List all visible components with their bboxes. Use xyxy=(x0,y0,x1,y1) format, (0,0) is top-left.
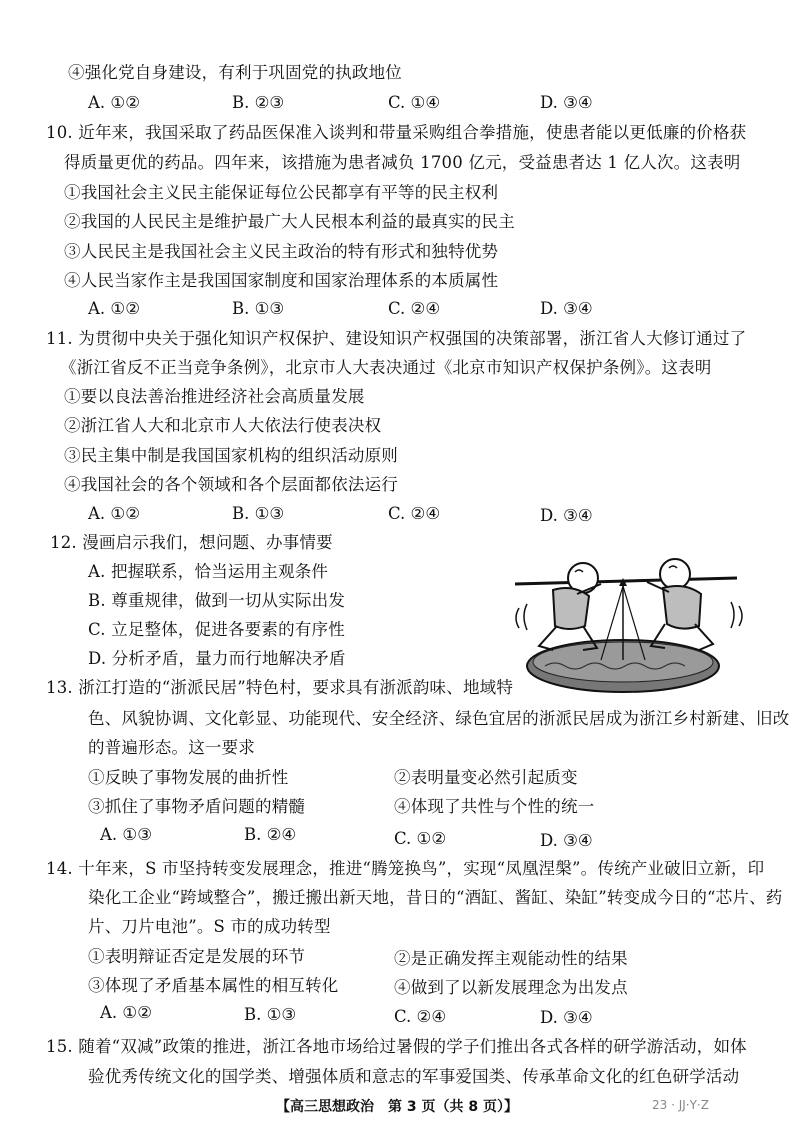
q13-item-3: ③抓住了事物矛盾问题的精髓 xyxy=(88,797,306,816)
q14-stem-line-3: 片、刀片电池”。S 市的成功转型 xyxy=(88,917,331,936)
q12-option-a: A. 把握联系，恰当运用主观条件 xyxy=(88,562,329,581)
q13-stem-line-1: 13. 浙江打造的“浙派民居”特色村，要求具有浙派韵味、地域特 xyxy=(46,678,514,697)
q14-item-3: ③体现了矛盾基本属性的相互转化 xyxy=(88,976,339,995)
q11-option-a: A. ①② xyxy=(88,504,140,523)
q11-item-2: ②浙江省人大和北京市人大依法行使表决权 xyxy=(64,416,382,435)
q13-item-1: ①反映了事物发展的曲折性 xyxy=(88,768,289,787)
q12-stem: 12. 漫画启示我们，想问题、办事情要 xyxy=(50,533,333,552)
q14-item-4: ④做到了以新发展理念为出发点 xyxy=(394,978,628,997)
q10-item-1: ①我国社会主义民主能保证每位公民都享有平等的民主权利 xyxy=(64,183,499,202)
q12-option-c: C. 立足整体，促进各要素的有序性 xyxy=(88,620,345,639)
q11-stem-line-1: 11. 为贯彻中央关于强化知识产权保护、建设知识产权强国的决策部署，浙江省人大修订通过了 xyxy=(46,329,747,348)
q14-stem-line-1: 14. 十年来，S 市坚持转变发展理念，推进“腾笼换鸟”，实现“凤凰涅槃”。传统产业破旧立新，印 xyxy=(46,859,765,878)
q15-stem-line-2: 验优秀传统文化的国学类、增强体质和意志的军事爱国类、传承革命文化的红色研学活动 xyxy=(88,1067,740,1086)
q10-item-3: ③人民民主是我国社会主义民主政治的特有形式和独特优势 xyxy=(64,242,499,261)
q10-item-4: ④人民当家作主是我国国家制度和国家治理体系的本质属性 xyxy=(64,271,499,290)
q11-item-1: ①要以良法善治推进经济社会高质量发展 xyxy=(64,387,365,406)
q13-option-b: B. ②④ xyxy=(244,825,297,844)
q13-option-d: D. ③④ xyxy=(540,831,593,850)
q12-option-d: D. 分析矛盾，量力而行地解决矛盾 xyxy=(88,649,346,668)
q11-stem-line-2: 《浙江省反不正当竞争条例》，北京市人大表决通过《北京市知识产权保护条例》。这表明 xyxy=(60,358,712,377)
q10-option-b: B. ①③ xyxy=(232,299,285,318)
q11-option-d: D. ③④ xyxy=(540,506,593,525)
tug-of-war-cartoon-icon xyxy=(505,538,750,698)
page-footer-label: 【高三思想政治 第 3 页（共 8 页）】 xyxy=(276,1099,518,1115)
q14-option-b: B. ①③ xyxy=(244,1005,297,1024)
q11-option-c: C. ②④ xyxy=(388,504,441,523)
q10-option-a: A. ①② xyxy=(88,299,140,318)
q13-stem-line-3: 的普遍形态。这一要求 xyxy=(88,738,255,757)
q9-option-c: C. ①④ xyxy=(388,93,441,112)
q14-option-a: A. ①② xyxy=(100,1003,152,1022)
page-footer-code: 23 · JJ·Y·Z xyxy=(652,1098,709,1112)
q10-item-2: ②我国的人民民主是维护最广大人民根本利益的最真实的民主 xyxy=(64,212,515,231)
q9-option-a: A. ①② xyxy=(88,93,140,112)
q11-option-b: B. ①③ xyxy=(232,504,285,523)
q13-option-c: C. ①② xyxy=(394,829,447,848)
q13-item-2: ②表明量变必然引起质变 xyxy=(394,768,578,787)
q10-option-d: D. ③④ xyxy=(540,299,593,318)
q14-item-2: ②是正确发挥主观能动性的结果 xyxy=(394,949,628,968)
q10-stem-line-1: 10. 近年来，我国采取了药品医保准入谈判和带量采购组合拳措施，使患者能以更低廉的价格获 xyxy=(46,123,747,142)
q14-option-c: C. ②④ xyxy=(394,1007,447,1026)
q9-option-b: B. ②③ xyxy=(232,93,285,112)
q9-item-4: ④强化党自身建设，有利于巩固党的执政地位 xyxy=(68,63,402,82)
q13-stem-line-2: 色、风貌协调、文化彰显、功能现代、安全经济、绿色宜居的浙派民居成为浙江乡村新建、旧改 xyxy=(88,709,790,728)
q10-stem-line-2: 得质量更优的药品。四年来，该措施为患者减负 1700 亿元，受益患者达 1 亿人次。这表明 xyxy=(64,153,741,172)
q14-stem-line-2: 染化工企业“跨域整合”，搬迁搬出新天地，昔日的“酒缸、酱缸、染缸”转变成今日的“芯片、药 xyxy=(88,888,783,907)
q13-item-4: ④体现了共性与个性的统一 xyxy=(394,797,595,816)
q13-option-a: A. ①③ xyxy=(100,825,152,844)
q10-option-c: C. ②④ xyxy=(388,299,441,318)
q15-stem-line-1: 15. 随着“双减”政策的推进，浙江各地市场给过暑假的学子们推出各式各样的研学游活动，如体 xyxy=(46,1037,747,1056)
q14-item-1: ①表明辩证否定是发展的环节 xyxy=(88,947,306,966)
q11-item-4: ④我国社会的各个领域和各个层面都依法运行 xyxy=(64,475,398,494)
q12-option-b: B. 尊重规律，做到一切从实际出发 xyxy=(88,591,346,610)
q11-item-3: ③民主集中制是我国国家机构的组织活动原则 xyxy=(64,446,398,465)
q9-option-d: D. ③④ xyxy=(540,93,593,112)
q14-option-d: D. ③④ xyxy=(540,1008,593,1027)
